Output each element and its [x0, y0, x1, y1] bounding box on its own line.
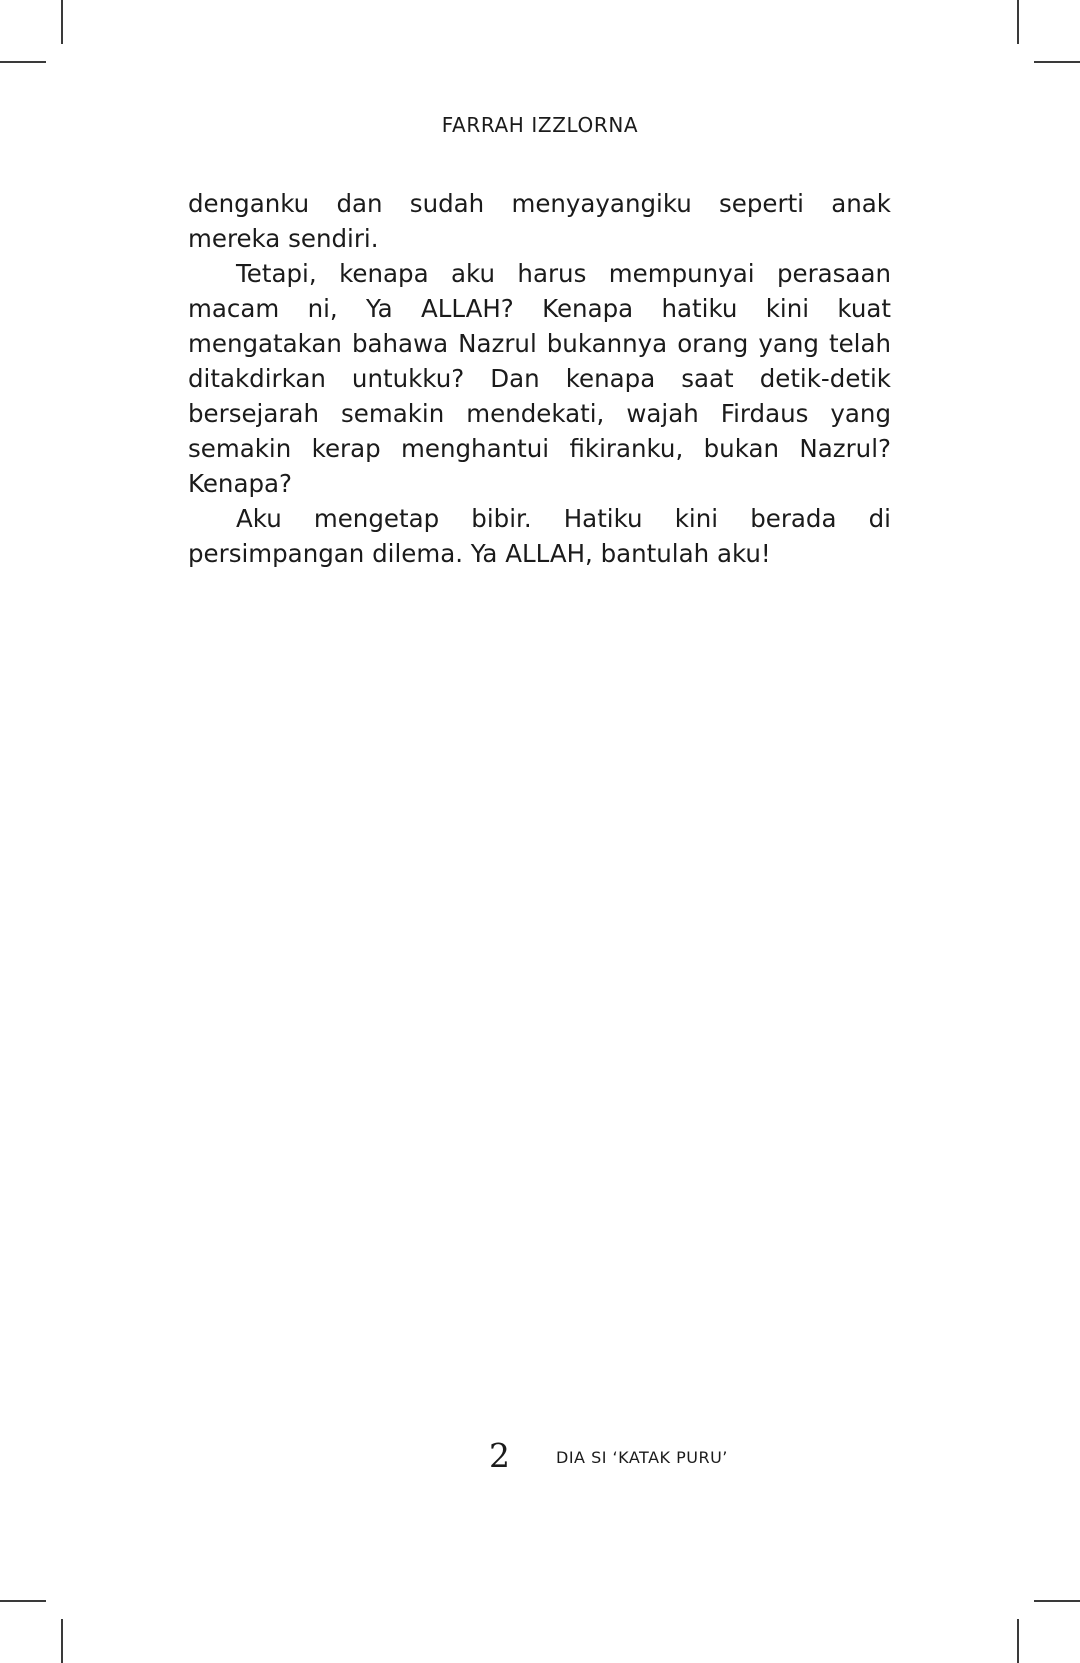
crop-mark-top-left-horizontal — [0, 61, 46, 63]
paragraph: denganku dan sudah menyayangiku seperti anak mereka sendiri. — [188, 189, 891, 253]
crop-mark-top-left-vertical — [61, 0, 63, 44]
running-header-author: FARRAH IZZLORNA — [441, 113, 639, 137]
crop-mark-bottom-right-vertical — [1017, 1619, 1019, 1663]
crop-mark-bottom-right-horizontal — [1034, 1600, 1080, 1602]
paragraph: Aku mengetap bibir. Hatiku kini berada di persimpangan dilema. Ya ALLAH, bantulah aku! — [188, 504, 891, 568]
crop-mark-bottom-left-vertical — [61, 1619, 63, 1663]
running-footer-book-title: DIA SI ‘KATAK PURU’ — [556, 1448, 728, 1467]
page-footer — [0, 1436, 1080, 1476]
crop-mark-top-right-horizontal — [1034, 61, 1080, 63]
page-number: 2 — [489, 1436, 510, 1475]
body-text — [188, 186, 891, 571]
crop-mark-bottom-left-horizontal — [0, 1600, 46, 1602]
paragraph: Tetapi, kenapa aku harus mempunyai perasaan macam ni, Ya ALLAH? Kenapa hatiku kini kuat mengatakan bahawa Nazrul bukannya orang yang telah ditakdirkan untukku? Dan kenapa saat detik-detik bersejarah semakin mendekati, wajah Firdaus yang semakin kerap menghantui fikiranku, bukan Nazrul? Kenapa? — [188, 259, 891, 498]
crop-mark-top-right-vertical — [1017, 0, 1019, 44]
